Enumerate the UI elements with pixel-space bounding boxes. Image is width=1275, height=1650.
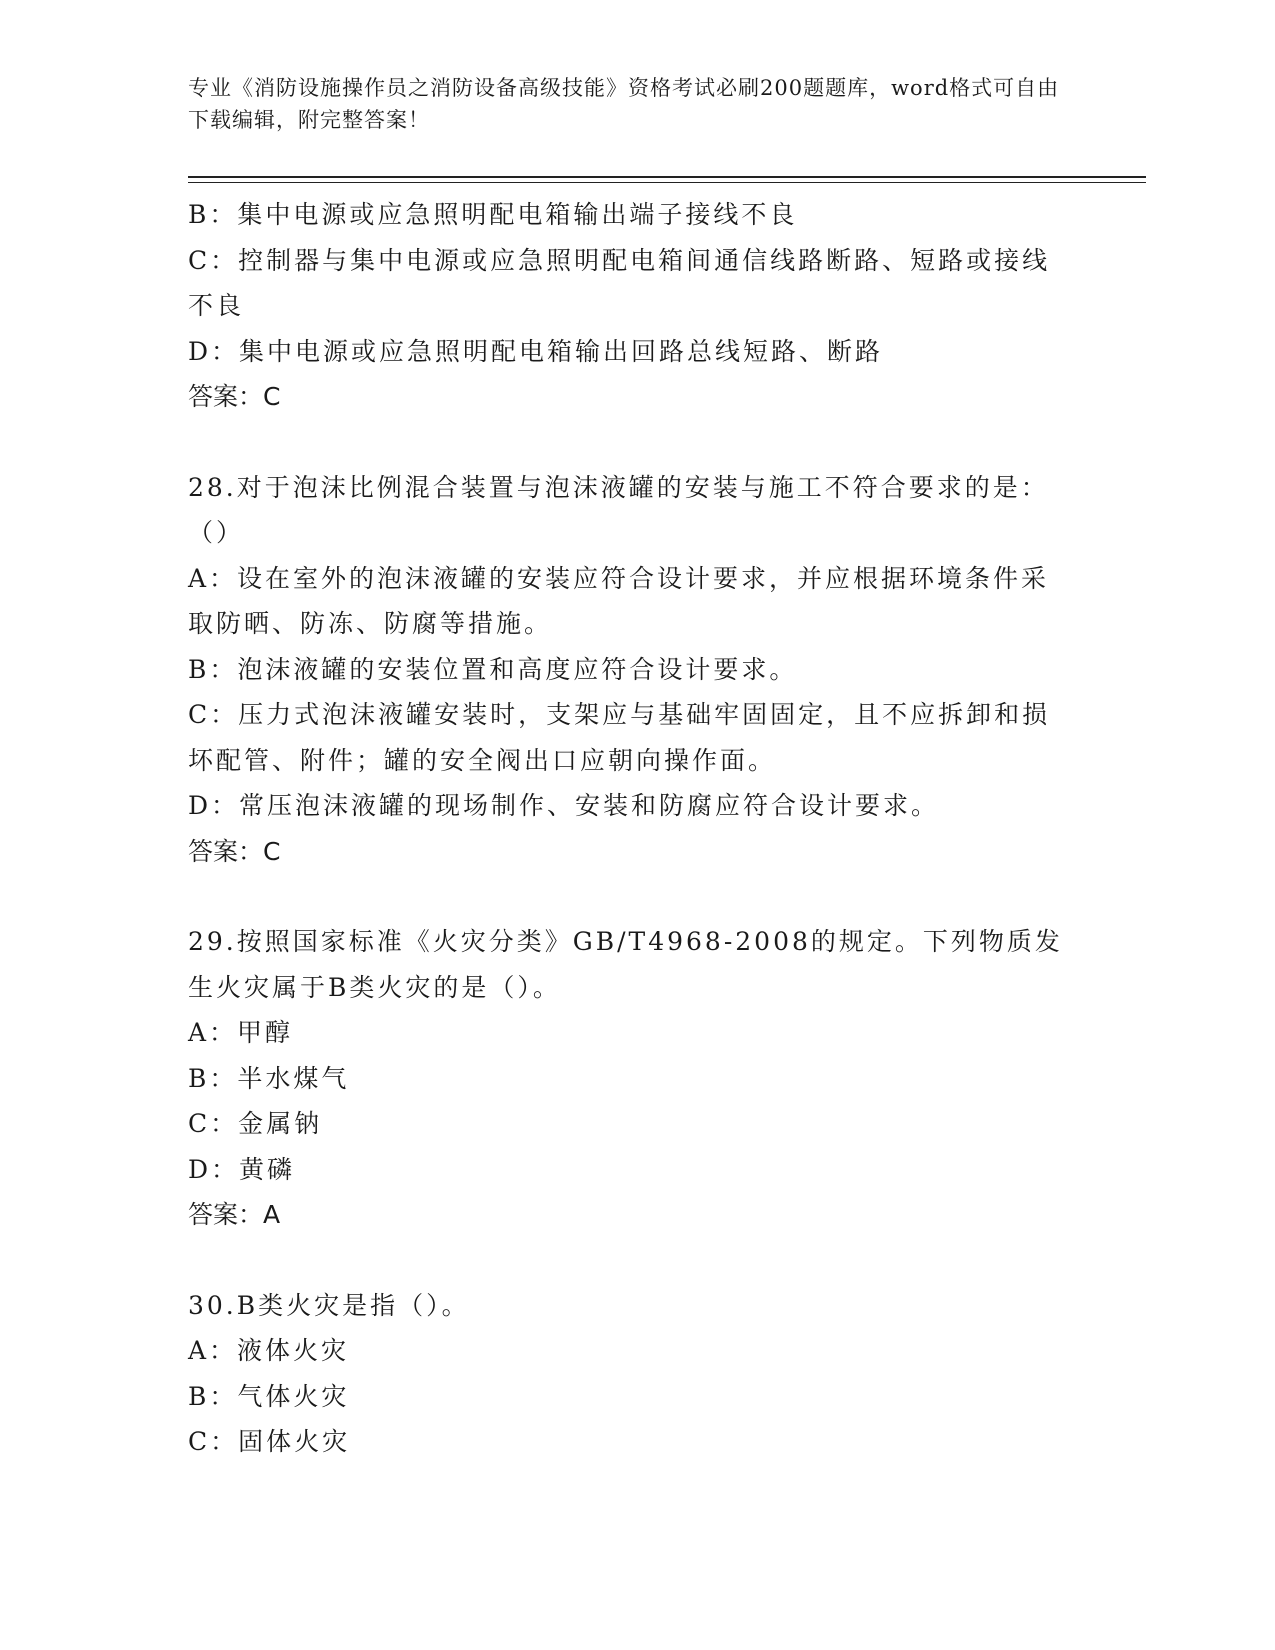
answer-line: 答案：C [188, 836, 281, 866]
option-d: D：常压泡沫液罐的现场制作、安装和防腐应符合设计要求。 [188, 791, 940, 820]
option-b: B：半水煤气 [188, 1063, 350, 1093]
spacer [188, 1238, 1068, 1283]
option-a: A：甲醇 [188, 1018, 294, 1047]
question-stem: 29.按照国家标准《火灾分类》GB/T4968-2008的规定。下列物质发生火灾属于B类火灾的是（）。 [188, 927, 1063, 1002]
option-c: C：压力式泡沫液罐安装时，支架应与基础牢固固定，且不应拆卸和损坏配管、附件；罐的安全阀出口应朝向操作面。 [188, 700, 1051, 775]
spacer [188, 874, 1068, 919]
question-30 [188, 1283, 1068, 1465]
previous-question [188, 192, 1068, 420]
answer-line: 答案：C [188, 382, 281, 411]
question-content [188, 192, 1068, 1465]
answer-line: 答案：A [188, 1200, 281, 1229]
option-c: C：金属钠 [188, 1109, 323, 1138]
option-b: B：泡沫液罐的安装位置和高度应符合设计要求。 [188, 654, 798, 684]
option-b: B：集中电源或应急照明配电箱输出端子接线不良 [188, 200, 798, 229]
header-text: 专业《消防设施操作员之消防设备高级技能》资格考试必刷200题题库，word格式可自由下载编辑，附完整答案！ [188, 76, 1060, 132]
header-rule-thin [188, 182, 1146, 183]
option-c: C：控制器与集中电源或应急照明配电箱间通信线路断路、短路或接线不良 [188, 245, 1051, 320]
question-stem: 28.对于泡沫比例混合装置与泡沫液罐的安装与施工不符合要求的是：（） [188, 472, 1049, 547]
option-a: A：液体火灾 [188, 1336, 350, 1365]
option-d: D：集中电源或应急照明配电箱输出回路总线短路、断路 [188, 336, 884, 366]
document-header [188, 72, 1068, 136]
question-stem: 30.B类火灾是指（）。 [188, 1290, 470, 1320]
option-a: A：设在室外的泡沫液罐的安装应符合设计要求，并应根据环境条件采取防晒、防冻、防腐等措施。 [188, 563, 1050, 638]
header-rule-thick [188, 176, 1146, 178]
spacer [188, 420, 1068, 465]
option-d: D：黄磷 [188, 1154, 296, 1184]
option-b: B：气体火灾 [188, 1381, 350, 1411]
option-c: C：固体火灾 [188, 1427, 351, 1456]
question-28 [188, 465, 1068, 875]
question-29 [188, 919, 1068, 1238]
